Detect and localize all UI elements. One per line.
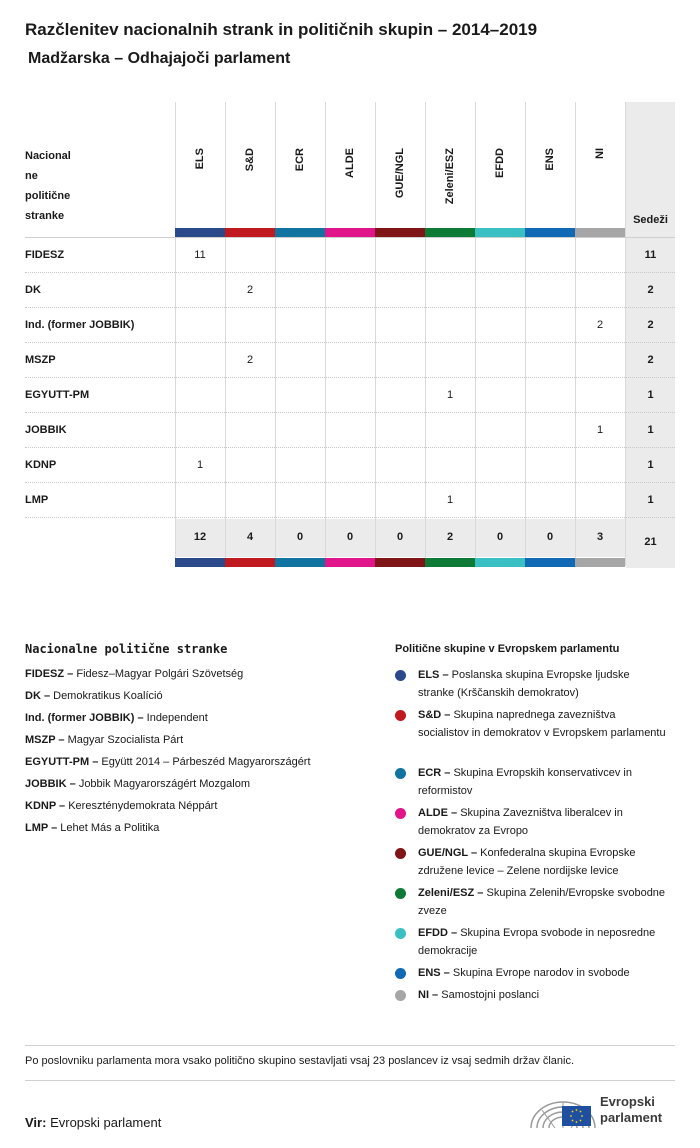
column-header xyxy=(175,102,225,228)
party-row-label: MSZP xyxy=(25,354,56,366)
group-description xyxy=(418,666,668,702)
national-party-item xyxy=(25,668,243,680)
group-color-bar xyxy=(175,228,225,237)
column-header-label: GUE/NGL xyxy=(394,148,406,199)
page-subtitle: Madžarska – Odhajajoči parlament xyxy=(28,50,291,67)
row-divider xyxy=(25,412,675,413)
group-color-dot-icon xyxy=(395,808,406,819)
group-color-bar xyxy=(525,558,575,567)
column-header-label: NI xyxy=(594,148,606,159)
group-full-name: Konfederalna skupina Evropske združene levice – Zelene nordijske levice xyxy=(418,847,636,877)
group-full-name: Skupina Evropskih konservativcev in reformistov xyxy=(418,767,632,797)
party-abbreviation: MSZP – xyxy=(25,734,65,746)
table-cell: 1 xyxy=(446,494,454,506)
national-party-item xyxy=(25,778,250,790)
table-cell: 1 xyxy=(446,389,454,401)
column-total: 12 xyxy=(193,531,207,543)
party-full-name: Independent xyxy=(146,712,208,724)
group-full-name: Poslanska skupina Evropske ljudske stranke (Krščanskih demokratov) xyxy=(418,669,630,699)
group-color-bar xyxy=(375,228,425,237)
column-header xyxy=(325,102,375,228)
column-total: 2 xyxy=(446,531,454,543)
party-full-name: Együtt 2014 – Párbeszéd Magyarországért xyxy=(101,756,311,768)
party-full-name: Kereszténydemokrata Néppárt xyxy=(68,800,218,812)
hemicycle-icon xyxy=(528,1090,598,1130)
column-total: 3 xyxy=(596,531,604,543)
group-color-bar xyxy=(475,228,525,237)
party-full-name: Demokratikus Koalíció xyxy=(53,690,163,702)
party-header-line: Nacional xyxy=(25,150,71,162)
table-cell: 11 xyxy=(194,249,206,261)
group-color-dot-icon xyxy=(395,710,406,721)
row-total: 11 xyxy=(644,249,657,261)
group-description xyxy=(418,924,668,960)
column-total: 0 xyxy=(496,531,504,543)
column-header xyxy=(425,102,475,228)
group-abbreviation: ELS – xyxy=(418,669,449,681)
party-header-line: ne xyxy=(25,170,38,182)
table-cell: 1 xyxy=(196,459,204,471)
party-abbreviation: Ind. (former JOBBIK) – xyxy=(25,712,144,724)
group-abbreviation: ECR – xyxy=(418,767,451,779)
group-color-bar xyxy=(475,558,525,567)
row-total: 2 xyxy=(647,354,654,366)
row-total: 1 xyxy=(647,459,654,471)
group-abbreviation: ALDE – xyxy=(418,807,458,819)
row-divider xyxy=(25,342,675,343)
table-cell: 1 xyxy=(596,424,604,436)
party-row-label: DK xyxy=(25,284,41,296)
group-color-dot-icon xyxy=(395,848,406,859)
group-description xyxy=(418,986,668,1004)
row-divider xyxy=(25,377,675,378)
group-color-dot-icon xyxy=(395,888,406,899)
political-groups-title: Politične skupine v Evropskem parlamentu xyxy=(395,643,620,655)
party-abbreviation: FIDESZ – xyxy=(25,668,74,680)
party-abbreviation: KDNP – xyxy=(25,800,66,812)
party-abbreviation: LMP – xyxy=(25,822,58,834)
party-column-header xyxy=(25,146,85,226)
table-cell: 2 xyxy=(246,354,254,366)
group-description xyxy=(418,706,668,742)
group-color-bar xyxy=(225,228,275,237)
ep-logo xyxy=(528,1090,678,1130)
grand-total: 21 xyxy=(644,536,657,548)
party-header-line: politične xyxy=(25,190,71,202)
logo-line: parlament xyxy=(600,1110,663,1125)
group-abbreviation: ENS – xyxy=(418,967,450,979)
party-abbreviation: EGYUTT-PM – xyxy=(25,756,99,768)
group-description xyxy=(418,764,668,800)
source-value: Evropski parlament xyxy=(50,1115,162,1130)
source-label: Vir: xyxy=(25,1115,47,1130)
column-header-label: ECR xyxy=(294,148,306,172)
row-total: 1 xyxy=(647,494,654,506)
national-party-item xyxy=(25,800,217,812)
group-color-bar xyxy=(325,558,375,567)
row-divider xyxy=(25,482,675,483)
group-color-bar xyxy=(225,558,275,567)
party-full-name: Fidesz–Magyar Polgári Szövetség xyxy=(76,668,244,680)
logo-line: Evropski xyxy=(600,1094,655,1109)
party-abbreviation: JOBBIK – xyxy=(25,778,76,790)
seats-column-header: Sedeži xyxy=(633,214,668,226)
group-color-bar xyxy=(175,558,225,567)
party-row-label: LMP xyxy=(25,494,49,506)
column-header xyxy=(575,102,625,228)
row-total: 1 xyxy=(647,424,654,436)
group-full-name: Skupina naprednega zavezništva socialistov in demokratov v Evropskem parlamentu xyxy=(418,709,666,739)
column-total: 0 xyxy=(346,531,354,543)
column-header xyxy=(375,102,425,228)
party-row-label: FIDESZ xyxy=(25,249,65,261)
row-divider xyxy=(25,517,675,518)
table-cell: 2 xyxy=(246,284,254,296)
column-header-label: ALDE xyxy=(344,148,356,178)
group-color-dot-icon xyxy=(395,968,406,979)
row-total: 2 xyxy=(647,319,654,331)
column-total: 0 xyxy=(396,531,404,543)
header-rule xyxy=(25,237,675,238)
column-header xyxy=(225,102,275,228)
footnote: Po poslovniku parlamenta mora vsako politično skupino sestavljati vsaj 23 poslancev iz vsaj sedmih držav članic. xyxy=(25,1055,575,1067)
divider xyxy=(25,1080,675,1081)
group-full-name: Skupina Evropa svobode in neposredne demokracije xyxy=(418,927,656,957)
party-header-line: stranke xyxy=(25,210,65,222)
column-total: 0 xyxy=(296,531,304,543)
column-header xyxy=(525,102,575,228)
group-abbreviation: GUE/NGL – xyxy=(418,847,478,859)
group-abbreviation: Zeleni/ESZ – xyxy=(418,887,484,899)
group-abbreviation: EFDD – xyxy=(418,927,458,939)
party-row-label: EGYUTT-PM xyxy=(25,389,90,401)
group-color-dot-icon xyxy=(395,928,406,939)
group-color-dot-icon xyxy=(395,768,406,779)
group-color-bar xyxy=(275,228,325,237)
group-color-bar xyxy=(575,558,625,567)
page-title: Razčlenitev nacionalnih strank in političnih skupin – 2014–2019 xyxy=(25,20,538,39)
group-description xyxy=(418,884,668,920)
column-total: 0 xyxy=(546,531,554,543)
group-description xyxy=(418,964,668,982)
national-party-item xyxy=(25,734,183,746)
group-color-bar xyxy=(375,558,425,567)
national-party-item xyxy=(25,822,159,834)
national-party-item xyxy=(25,690,163,702)
group-full-name: Samostojni poslanci xyxy=(441,989,540,1001)
national-parties-title: Nacionalne politične stranke xyxy=(25,642,228,656)
row-total: 1 xyxy=(647,389,654,401)
party-row-label: Ind. (former JOBBIK) xyxy=(25,319,135,331)
group-full-name: Skupina Evrope narodov in svobode xyxy=(452,967,630,979)
group-color-dot-icon xyxy=(395,670,406,681)
party-abbreviation: DK – xyxy=(25,690,51,702)
group-color-bar xyxy=(575,228,625,237)
row-divider xyxy=(25,307,675,308)
party-row-label: JOBBIK xyxy=(25,424,67,436)
column-header-label: EFDD xyxy=(494,148,506,178)
table-cell: 2 xyxy=(596,319,604,331)
group-color-bar xyxy=(325,228,375,237)
group-abbreviation: NI – xyxy=(418,989,439,1001)
national-party-item xyxy=(25,712,208,724)
party-full-name: Lehet Más a Politika xyxy=(60,822,160,834)
row-divider xyxy=(25,272,675,273)
divider xyxy=(25,1045,675,1046)
group-color-bar xyxy=(275,558,325,567)
party-full-name: Magyar Szocialista Párt xyxy=(67,734,184,746)
column-header-label: Zeleni/ESZ xyxy=(444,148,456,205)
group-full-name: Skupina Zavezništva liberalcev in demokratov za Evropo xyxy=(418,807,623,837)
group-full-name: Skupina Zelenih/Evropske svobodne zveze xyxy=(418,887,666,917)
column-header-label: ELS xyxy=(194,148,206,170)
logo-text xyxy=(600,1094,662,1126)
column-header xyxy=(475,102,525,228)
column-total: 4 xyxy=(246,531,254,543)
source xyxy=(25,1115,161,1130)
party-row-label: KDNP xyxy=(25,459,57,471)
group-abbreviation: S&D – xyxy=(418,709,451,721)
group-color-dot-icon xyxy=(395,990,406,1001)
group-color-bar xyxy=(425,558,475,567)
row-divider xyxy=(25,447,675,448)
group-description xyxy=(418,804,668,840)
group-color-bar xyxy=(425,228,475,237)
group-description xyxy=(418,844,668,880)
column-header-label: ENS xyxy=(544,148,556,171)
party-full-name: Jobbik Magyarországért Mozgalom xyxy=(78,778,250,790)
column-header-label: S&D xyxy=(244,148,256,172)
group-color-bar xyxy=(525,228,575,237)
national-party-item xyxy=(25,756,311,768)
column-header xyxy=(275,102,325,228)
row-total: 2 xyxy=(647,284,654,296)
